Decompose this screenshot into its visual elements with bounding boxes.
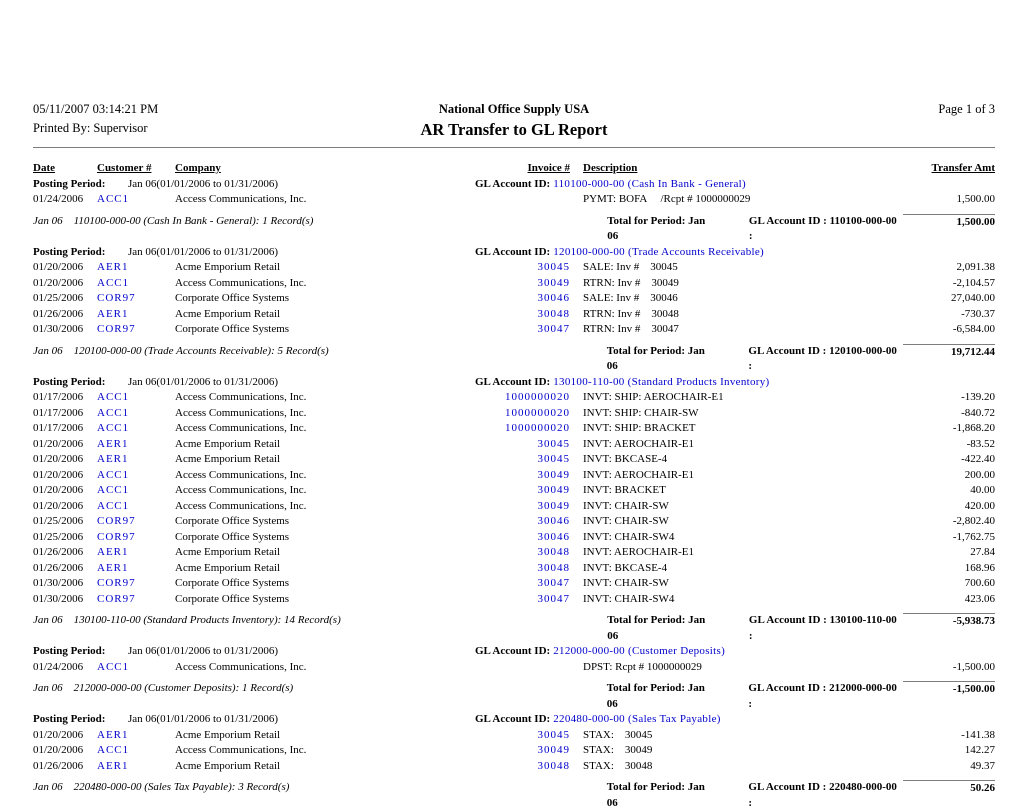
invoice-link[interactable]: 30049 — [470, 483, 570, 499]
cell-amount: 27,040.00 — [926, 291, 995, 307]
invoice-link — [470, 192, 570, 208]
cell-company: Corporate Office Systems — [175, 530, 470, 546]
cell-description: INVT: SHIP: BRACKET — [570, 421, 926, 437]
gl-section — [33, 245, 995, 375]
cell-date: 01/20/2006 — [33, 452, 97, 468]
table-row — [33, 514, 995, 530]
cell-description: STAX: 30049 — [570, 743, 926, 759]
report-content — [33, 100, 995, 811]
gl-account-link[interactable]: 130100-110-00 (Standard Products Inventory) — [550, 375, 769, 391]
cell-amount: 2,091.38 — [926, 260, 995, 276]
customer-link[interactable]: ACC1 — [97, 743, 175, 759]
cell-company: Access Communications, Inc. — [175, 660, 470, 676]
gl-section — [33, 644, 995, 712]
cell-company: Access Communications, Inc. — [175, 406, 470, 422]
cell-amount: -422.40 — [926, 452, 995, 468]
cell-amount: -83.52 — [926, 437, 995, 453]
cell-company: Corporate Office Systems — [175, 576, 470, 592]
cell-date: 01/25/2006 — [33, 530, 97, 546]
section-summary: Jan 06 110100-000-00 (Cash In Bank - General): 1 Record(s) — [33, 214, 607, 245]
total-amount: -5,938.73 — [903, 613, 995, 630]
customer-link[interactable]: AER1 — [97, 561, 175, 577]
cell-description: INVT: AEROCHAIR-E1 — [570, 468, 926, 484]
table-row — [33, 759, 995, 775]
cell-date: 01/25/2006 — [33, 514, 97, 530]
total-for-period-label: Total for Period: Jan 06 — [607, 780, 719, 811]
customer-link[interactable]: ACC1 — [97, 499, 175, 515]
cell-date: 01/17/2006 — [33, 390, 97, 406]
posting-period-value: Jan 06(01/01/2006 to 01/31/2006) — [128, 245, 475, 261]
invoice-link[interactable]: 30046 — [470, 291, 570, 307]
table-row — [33, 499, 995, 515]
invoice-link[interactable]: 30045 — [470, 260, 570, 276]
gl-account-label: GL Account ID: — [475, 177, 550, 193]
posting-period-label: Posting Period: — [33, 712, 128, 728]
section-summary: Jan 06 120100-000-00 (Trade Accounts Receivable): 5 Record(s) — [33, 344, 607, 375]
cell-date: 01/26/2006 — [33, 307, 97, 323]
customer-link[interactable]: ACC1 — [97, 483, 175, 499]
table-row — [33, 660, 995, 676]
invoice-link — [470, 660, 570, 676]
cell-date: 01/30/2006 — [33, 576, 97, 592]
cell-amount: -1,500.00 — [926, 660, 995, 676]
invoice-link[interactable]: 30049 — [470, 743, 570, 759]
total-row — [33, 214, 995, 245]
cell-description: INVT: BKCASE-4 — [570, 561, 926, 577]
col-header-invoice — [470, 161, 570, 177]
customer-link[interactable]: ACC1 — [97, 468, 175, 484]
customer-link[interactable]: COR97 — [97, 592, 175, 608]
cell-date: 01/26/2006 — [33, 759, 97, 775]
total-amount-cell — [903, 681, 995, 712]
posting-period-value: Jan 06(01/01/2006 to 01/31/2006) — [128, 712, 475, 728]
table-row — [33, 592, 995, 608]
cell-date: 01/17/2006 — [33, 406, 97, 422]
table-row — [33, 561, 995, 577]
cell-date: 01/24/2006 — [33, 192, 97, 208]
customer-link[interactable]: AER1 — [97, 728, 175, 744]
table-row — [33, 576, 995, 592]
cell-company: Access Communications, Inc. — [175, 192, 470, 208]
cell-date: 01/25/2006 — [33, 291, 97, 307]
cell-amount: 420.00 — [926, 499, 995, 515]
cell-amount: 423.06 — [926, 592, 995, 608]
total-row — [33, 681, 995, 712]
table-row — [33, 421, 995, 437]
table-row — [33, 390, 995, 406]
page-number: Page 1 of 3 — [745, 100, 995, 119]
customer-link[interactable]: ACC1 — [97, 421, 175, 437]
total-account-label: GL Account ID : 120100-000-00 : — [748, 344, 903, 375]
gl-section — [33, 375, 995, 645]
cell-amount: 1,500.00 — [926, 192, 995, 208]
cell-description: RTRN: Inv # 30048 — [570, 307, 926, 323]
customer-link[interactable]: AER1 — [97, 545, 175, 561]
print-datetime: 05/11/2007 03:14:21 PM — [33, 100, 283, 119]
total-account-label: GL Account ID : 110100-000-00 : — [749, 214, 903, 245]
cell-date: 01/20/2006 — [33, 260, 97, 276]
table-row — [33, 291, 995, 307]
printed-by: Printed By: Supervisor — [33, 119, 283, 138]
total-amount: 1,500.00 — [903, 214, 995, 231]
customer-link[interactable]: ACC1 — [97, 276, 175, 292]
cell-amount: -1,762.75 — [926, 530, 995, 546]
posting-period-label: Posting Period: — [33, 644, 128, 660]
cell-date: 01/26/2006 — [33, 545, 97, 561]
cell-amount: 142.27 — [926, 743, 995, 759]
total-for-period-label: Total for Period: Jan 06 — [607, 344, 719, 375]
cell-company: Access Communications, Inc. — [175, 499, 470, 515]
posting-period-value: Jan 06(01/01/2006 to 01/31/2006) — [128, 177, 475, 193]
table-row — [33, 322, 995, 338]
gl-account-link[interactable]: 220480-000-00 (Sales Tax Payable) — [550, 712, 721, 728]
cell-description: INVT: SHIP: AEROCHAIR-E1 — [570, 390, 926, 406]
total-amount-cell — [903, 344, 995, 375]
total-row — [33, 780, 995, 811]
cell-description: STAX: 30048 — [570, 759, 926, 775]
invoice-link[interactable]: 30048 — [470, 561, 570, 577]
total-row — [33, 613, 995, 644]
customer-link[interactable]: COR97 — [97, 322, 175, 338]
invoice-link[interactable]: 1000000020 — [470, 406, 570, 422]
customer-link[interactable]: ACC1 — [97, 406, 175, 422]
gl-account-link[interactable]: 110100-000-00 (Cash In Bank - General) — [550, 177, 746, 193]
total-amount: 19,712.44 — [903, 344, 995, 361]
gl-section — [33, 712, 995, 811]
cell-date: 01/20/2006 — [33, 276, 97, 292]
section-summary: Jan 06 130100-110-00 (Standard Products Inventory): 14 Record(s) — [33, 613, 607, 644]
cell-company: Acme Emporium Retail — [175, 260, 470, 276]
cell-description: STAX: 30045 — [570, 728, 926, 744]
gl-account-label: GL Account ID: — [475, 245, 550, 261]
cell-company: Access Communications, Inc. — [175, 483, 470, 499]
header-center — [283, 100, 745, 140]
customer-link[interactable]: AER1 — [97, 307, 175, 323]
cell-amount: -6,584.00 — [926, 322, 995, 338]
report-body — [33, 177, 995, 811]
cell-amount: -730.37 — [926, 307, 995, 323]
cell-date: 01/20/2006 — [33, 437, 97, 453]
invoice-link[interactable]: 1000000020 — [470, 421, 570, 437]
invoice-link[interactable]: 30047 — [470, 322, 570, 338]
posting-period-row — [33, 644, 995, 660]
total-amount: 50.26 — [903, 780, 995, 797]
cell-amount: 49.37 — [926, 759, 995, 775]
invoice-link[interactable]: 30049 — [470, 468, 570, 484]
customer-link[interactable]: AER1 — [97, 437, 175, 453]
cell-amount: -1,868.20 — [926, 421, 995, 437]
customer-link[interactable]: AER1 — [97, 759, 175, 775]
cell-company: Acme Emporium Retail — [175, 452, 470, 468]
table-row — [33, 468, 995, 484]
total-account-label: GL Account ID : 212000-000-00 : — [748, 681, 903, 712]
table-row — [33, 743, 995, 759]
total-amount-cell — [903, 780, 995, 811]
section-summary: Jan 06 212000-000-00 (Customer Deposits): 1 Record(s) — [33, 681, 607, 712]
cell-date: 01/30/2006 — [33, 592, 97, 608]
col-header-description — [570, 161, 926, 177]
posting-period-row — [33, 177, 995, 193]
table-row — [33, 530, 995, 546]
cell-company: Access Communications, Inc. — [175, 743, 470, 759]
cell-amount: -2,802.40 — [926, 514, 995, 530]
invoice-link[interactable]: 30049 — [470, 276, 570, 292]
invoice-link[interactable]: 30046 — [470, 530, 570, 546]
customer-link[interactable]: COR97 — [97, 291, 175, 307]
cell-date: 01/20/2006 — [33, 499, 97, 515]
cell-company: Acme Emporium Retail — [175, 759, 470, 775]
cell-description: INVT: SHIP: CHAIR-SW — [570, 406, 926, 422]
invoice-link[interactable]: 30046 — [470, 514, 570, 530]
header-right — [745, 100, 995, 119]
cell-amount: 168.96 — [926, 561, 995, 577]
total-amount-cell — [903, 214, 995, 245]
col-header-date-label: Date — [33, 162, 55, 174]
gl-account-label: GL Account ID: — [475, 375, 550, 391]
total-amount: -1,500.00 — [903, 681, 995, 698]
cell-company: Access Communications, Inc. — [175, 421, 470, 437]
gl-account-label: GL Account ID: — [475, 644, 550, 660]
cell-company: Access Communications, Inc. — [175, 468, 470, 484]
invoice-link[interactable]: 30045 — [470, 728, 570, 744]
cell-description: INVT: CHAIR-SW4 — [570, 530, 926, 546]
table-row — [33, 192, 995, 208]
gl-section — [33, 177, 995, 245]
cell-amount: 40.00 — [926, 483, 995, 499]
posting-period-label: Posting Period: — [33, 245, 128, 261]
report-title: AR Transfer to GL Report — [283, 119, 745, 140]
customer-link[interactable]: COR97 — [97, 514, 175, 530]
customer-link[interactable]: AER1 — [97, 452, 175, 468]
cell-description: SALE: Inv # 30046 — [570, 291, 926, 307]
customer-link[interactable]: COR97 — [97, 576, 175, 592]
cell-amount: 27.84 — [926, 545, 995, 561]
cell-company: Acme Emporium Retail — [175, 561, 470, 577]
invoice-link[interactable]: 30047 — [470, 576, 570, 592]
total-row — [33, 344, 995, 375]
invoice-link[interactable]: 30048 — [470, 307, 570, 323]
cell-company: Acme Emporium Retail — [175, 437, 470, 453]
total-amount-cell — [903, 613, 995, 644]
table-row — [33, 452, 995, 468]
cell-date: 01/20/2006 — [33, 743, 97, 759]
header-divider — [33, 147, 995, 148]
invoice-link[interactable]: 30045 — [470, 437, 570, 453]
posting-period-row — [33, 712, 995, 728]
invoice-link[interactable]: 30049 — [470, 499, 570, 515]
gl-account-label: GL Account ID: — [475, 712, 550, 728]
col-header-customer — [97, 161, 175, 177]
col-header-date — [33, 161, 97, 177]
cell-company: Acme Emporium Retail — [175, 307, 470, 323]
cell-company: Corporate Office Systems — [175, 514, 470, 530]
column-headers — [33, 161, 995, 177]
cell-company: Acme Emporium Retail — [175, 728, 470, 744]
cell-description: INVT: CHAIR-SW — [570, 514, 926, 530]
table-row — [33, 307, 995, 323]
total-for-period-label: Total for Period: Jan 06 — [607, 613, 719, 644]
cell-description: INVT: CHAIR-SW — [570, 576, 926, 592]
cell-date: 01/30/2006 — [33, 322, 97, 338]
cell-description: INVT: AEROCHAIR-E1 — [570, 545, 926, 561]
cell-description: RTRN: Inv # 30049 — [570, 276, 926, 292]
invoice-link[interactable]: 30047 — [470, 592, 570, 608]
company-name: National Office Supply USA — [283, 100, 745, 119]
cell-description: INVT: BKCASE-4 — [570, 452, 926, 468]
col-header-description-label: Description — [583, 162, 637, 174]
total-for-period-label: Total for Period: Jan 06 — [607, 681, 719, 712]
posting-period-row — [33, 245, 995, 261]
cell-description: INVT: AEROCHAIR-E1 — [570, 437, 926, 453]
cell-description: INVT: BRACKET — [570, 483, 926, 499]
report-header — [33, 100, 995, 140]
cell-description: RTRN: Inv # 30047 — [570, 322, 926, 338]
col-header-amount-label: Transfer Amt — [932, 162, 995, 174]
cell-amount: 700.60 — [926, 576, 995, 592]
posting-period-label: Posting Period: — [33, 375, 128, 391]
cell-amount: -840.72 — [926, 406, 995, 422]
cell-amount: -141.38 — [926, 728, 995, 744]
invoice-link[interactable]: 1000000020 — [470, 390, 570, 406]
table-row — [33, 728, 995, 744]
cell-company: Access Communications, Inc. — [175, 276, 470, 292]
cell-amount: -2,104.57 — [926, 276, 995, 292]
cell-amount: 200.00 — [926, 468, 995, 484]
total-account-label: GL Account ID : 130100-110-00 : — [749, 613, 903, 644]
cell-company: Corporate Office Systems — [175, 322, 470, 338]
customer-link[interactable]: ACC1 — [97, 660, 175, 676]
customer-link[interactable]: ACC1 — [97, 192, 175, 208]
table-row — [33, 437, 995, 453]
header-left — [33, 100, 283, 138]
total-for-period-label: Total for Period: Jan 06 — [607, 214, 719, 245]
col-header-invoice-label: Invoice # — [528, 162, 570, 174]
gl-account-link[interactable]: 120100-000-00 (Trade Accounts Receivable) — [550, 245, 764, 261]
table-row — [33, 483, 995, 499]
table-row — [33, 276, 995, 292]
total-account-label: GL Account ID : 220480-000-00 : — [748, 780, 903, 811]
invoice-link[interactable]: 30045 — [470, 452, 570, 468]
cell-description: INVT: CHAIR-SW — [570, 499, 926, 515]
col-header-customer-label: Customer # — [97, 162, 151, 174]
table-row — [33, 545, 995, 561]
customer-link[interactable]: AER1 — [97, 260, 175, 276]
col-header-amount — [926, 161, 995, 177]
cell-company: Access Communications, Inc. — [175, 390, 470, 406]
cell-date: 01/24/2006 — [33, 660, 97, 676]
cell-date: 01/26/2006 — [33, 561, 97, 577]
gl-account-link[interactable]: 212000-000-00 (Customer Deposits) — [550, 644, 725, 660]
invoice-link[interactable]: 30048 — [470, 759, 570, 775]
customer-link[interactable]: COR97 — [97, 530, 175, 546]
cell-description: SALE: Inv # 30045 — [570, 260, 926, 276]
cell-company: Corporate Office Systems — [175, 592, 470, 608]
posting-period-value: Jan 06(01/01/2006 to 01/31/2006) — [128, 375, 475, 391]
cell-description: INVT: CHAIR-SW4 — [570, 592, 926, 608]
cell-date: 01/20/2006 — [33, 483, 97, 499]
cell-description: PYMT: BOFA /Rcpt # 1000000029 — [570, 192, 926, 208]
table-row — [33, 406, 995, 422]
cell-date: 01/20/2006 — [33, 468, 97, 484]
cell-date: 01/20/2006 — [33, 728, 97, 744]
invoice-link[interactable]: 30048 — [470, 545, 570, 561]
cell-date: 01/17/2006 — [33, 421, 97, 437]
table-row — [33, 260, 995, 276]
cell-company: Acme Emporium Retail — [175, 545, 470, 561]
posting-period-value: Jan 06(01/01/2006 to 01/31/2006) — [128, 644, 475, 660]
section-summary: Jan 06 220480-000-00 (Sales Tax Payable): 3 Record(s) — [33, 780, 607, 811]
cell-company: Corporate Office Systems — [175, 291, 470, 307]
col-header-company-label: Company — [175, 162, 221, 174]
col-header-company — [175, 161, 470, 177]
cell-amount: -139.20 — [926, 390, 995, 406]
cell-description: DPST: Rcpt # 1000000029 — [570, 660, 926, 676]
posting-period-row — [33, 375, 995, 391]
posting-period-label: Posting Period: — [33, 177, 128, 193]
customer-link[interactable]: ACC1 — [97, 390, 175, 406]
